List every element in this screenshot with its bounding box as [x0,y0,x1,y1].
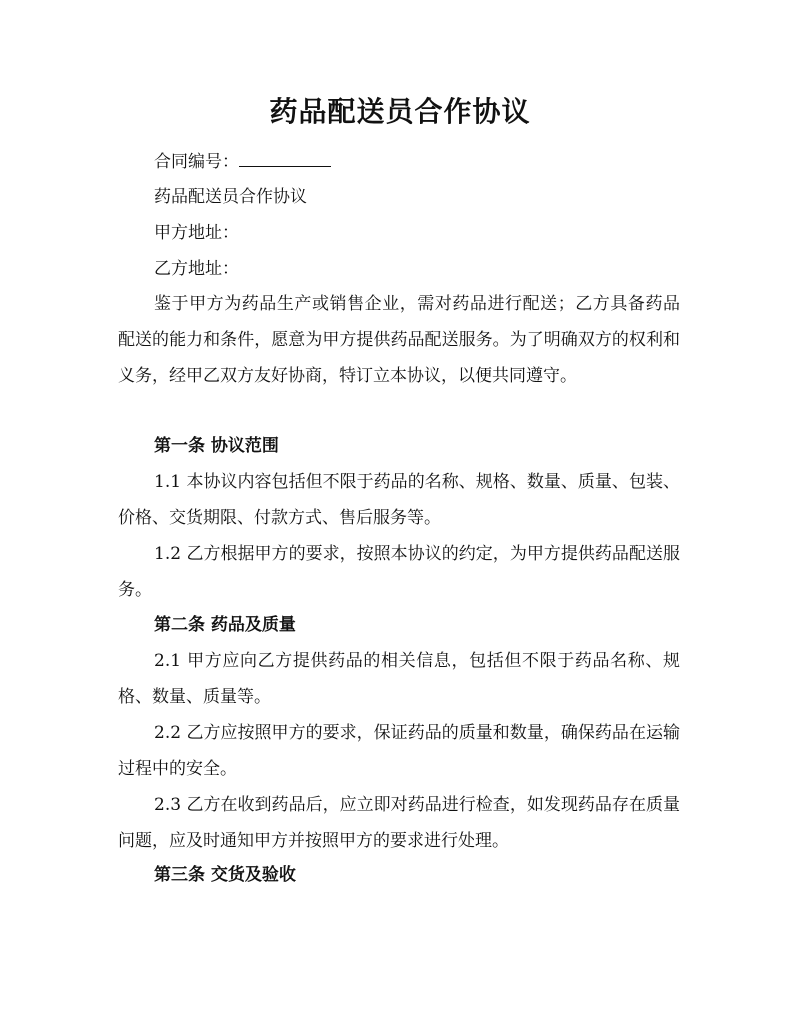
party-b-address-label: 乙方地址： [154,259,239,279]
clause-1-1: 1.1 本协议内容包括但不限于药品的名称、规格、数量、质量、包装、价格、交货期限、付款方式、售后服务等。 [118,472,680,528]
clause-1-2: 1.2 乙方根据甲方的要求，按照本协议的约定，为甲方提供药品配送服务。 [118,544,680,600]
contract-number-blank [239,150,331,167]
article-1-heading: 第一条 协议范围 [154,436,279,456]
article-2-heading: 第二条 药品及质量 [154,615,296,635]
document-title: 药品配送员合作协议 [269,95,531,128]
preamble-paragraph: 鉴于甲方为药品生产或销售企业，需对药品进行配送；乙方具备药品配送的能力和条件，愿意为甲方提供药品配送服务。为了明确双方的权利和义务，经甲乙双方友好协商，特订立本协议，以便共同遵守。 [118,294,680,386]
clause-2-3: 2.3 乙方在收到药品后，应立即对药品进行检查，如发现药品存在质量问题，应及时通知甲方并按照甲方的要求进行处理。 [118,795,680,851]
party-a-address-label: 甲方地址： [154,223,239,243]
clause-2-1: 2.1 甲方应向乙方提供药品的相关信息，包括但不限于药品名称、规格、数量、质量等。 [118,651,680,707]
clause-2-2: 2.2 乙方应按照甲方的要求，保证药品的质量和数量，确保药品在运输过程中的安全。 [118,723,680,779]
contract-number-line [154,150,331,174]
document-subtitle: 药品配送员合作协议 [154,187,307,207]
article-3-heading: 第三条 交货及验收 [154,865,296,885]
contract-number-label: 合同编号： [154,152,239,172]
